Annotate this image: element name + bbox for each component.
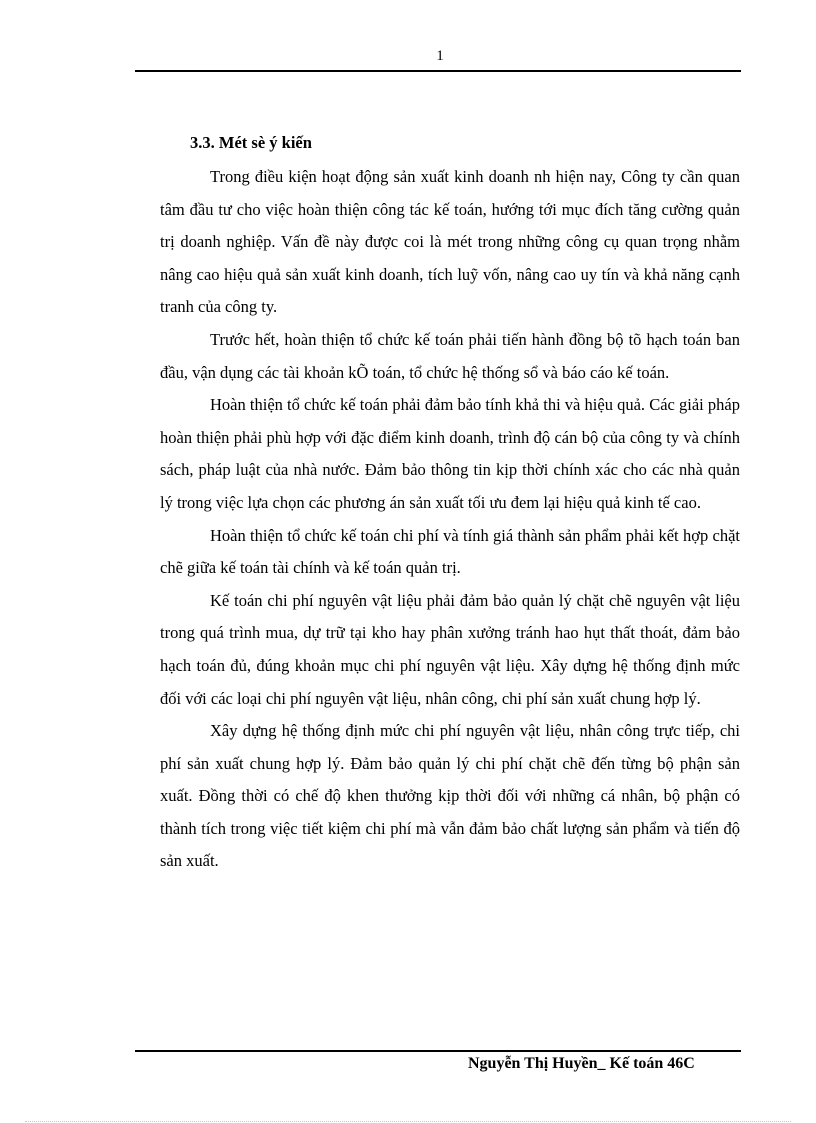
page-border	[25, 1121, 791, 1122]
footer-rule	[135, 1050, 741, 1052]
paragraph-6: Xây dựng hệ thống định mức chi phí nguyên vật liệu, nhân công trực tiếp, chi phí sản xuất chung hợp lý. Đảm bảo quản lý chi phí chặt chẽ đến từng bộ phận sản xuất. Đồng thời có chế độ khen thưởng kịp thời đối với những cá nhân, bộ phận có thành tích trong việc tiết kiệm chi phí mà vẫn đảm bảo chất lượng sản phẩm và tiến độ sản xuất.	[160, 721, 740, 871]
footer-author: Nguyễn Thị Huyền_ Kế toán 46C	[468, 1055, 695, 1072]
paragraph-4: Hoàn thiện tổ chức kế toán chi phí và tính giá thành sản phẩm phải kết hợp chặt chẽ giữa kế toán tài chính và kế toán quản trị.	[160, 525, 740, 578]
paragraph-5: Kế toán chi phí nguyên vật liệu phải đảm bảo quản lý chặt chẽ nguyên vật liệu trong quá trình mua, dự trữ tại kho hay phân xưởng tránh hao hụt thất thoát, đảm bảo hạch toán đủ, đúng khoản mục chi phí nguyên vật liệu. Xây dựng hệ thống định mức đối với các loại chi phí nguyên vật liệu, nhân công, chi phí sản xuất chung hợp lý.	[160, 590, 740, 708]
paragraph-3: Hoàn thiện tổ chức kế toán phải đảm bảo tính khả thi và hiệu quả. Các giải pháp hoàn thiện phải phù hợp với đặc điểm kinh doanh, trình độ cán bộ của công ty và chính sách, pháp luật của nhà nước. Đảm bảo thông tin kịp thời chính xác cho các nhà quản lý trong việc lựa chọn các phương án sản xuất tối ưu đem lại hiệu quả kinh tế cao.	[160, 395, 740, 512]
paragraph-1: Trong điều kiện hoạt động sản xuất kinh doanh nh hiện nay, Công ty cần quan tâm đầu tư cho việc hoàn thiện công tác kế toán, hướng tới mục đích tăng cường quản trị doanh nghiệp. Vấn đề này được coi là mét trong những công cụ quan trọng nhằm nâng cao hiệu quả sản xuất kinh doanh, tích luỹ vốn, nâng cao uy tín và khả năng cạnh tranh của công ty.	[160, 167, 740, 317]
paragraph-2: Trước hết, hoàn thiện tổ chức kế toán phải tiến hành đồng bộ tõ hạch toán ban đầu, vận dụng các tài khoản kÕ toán, tổ chức hệ thống sổ và báo cáo kế toán.	[160, 329, 740, 382]
section-heading: 3.3. Mét sè ý kiến	[190, 133, 312, 152]
body-text	[160, 161, 740, 878]
header-rule	[135, 70, 741, 72]
page-number: 1	[436, 48, 444, 64]
